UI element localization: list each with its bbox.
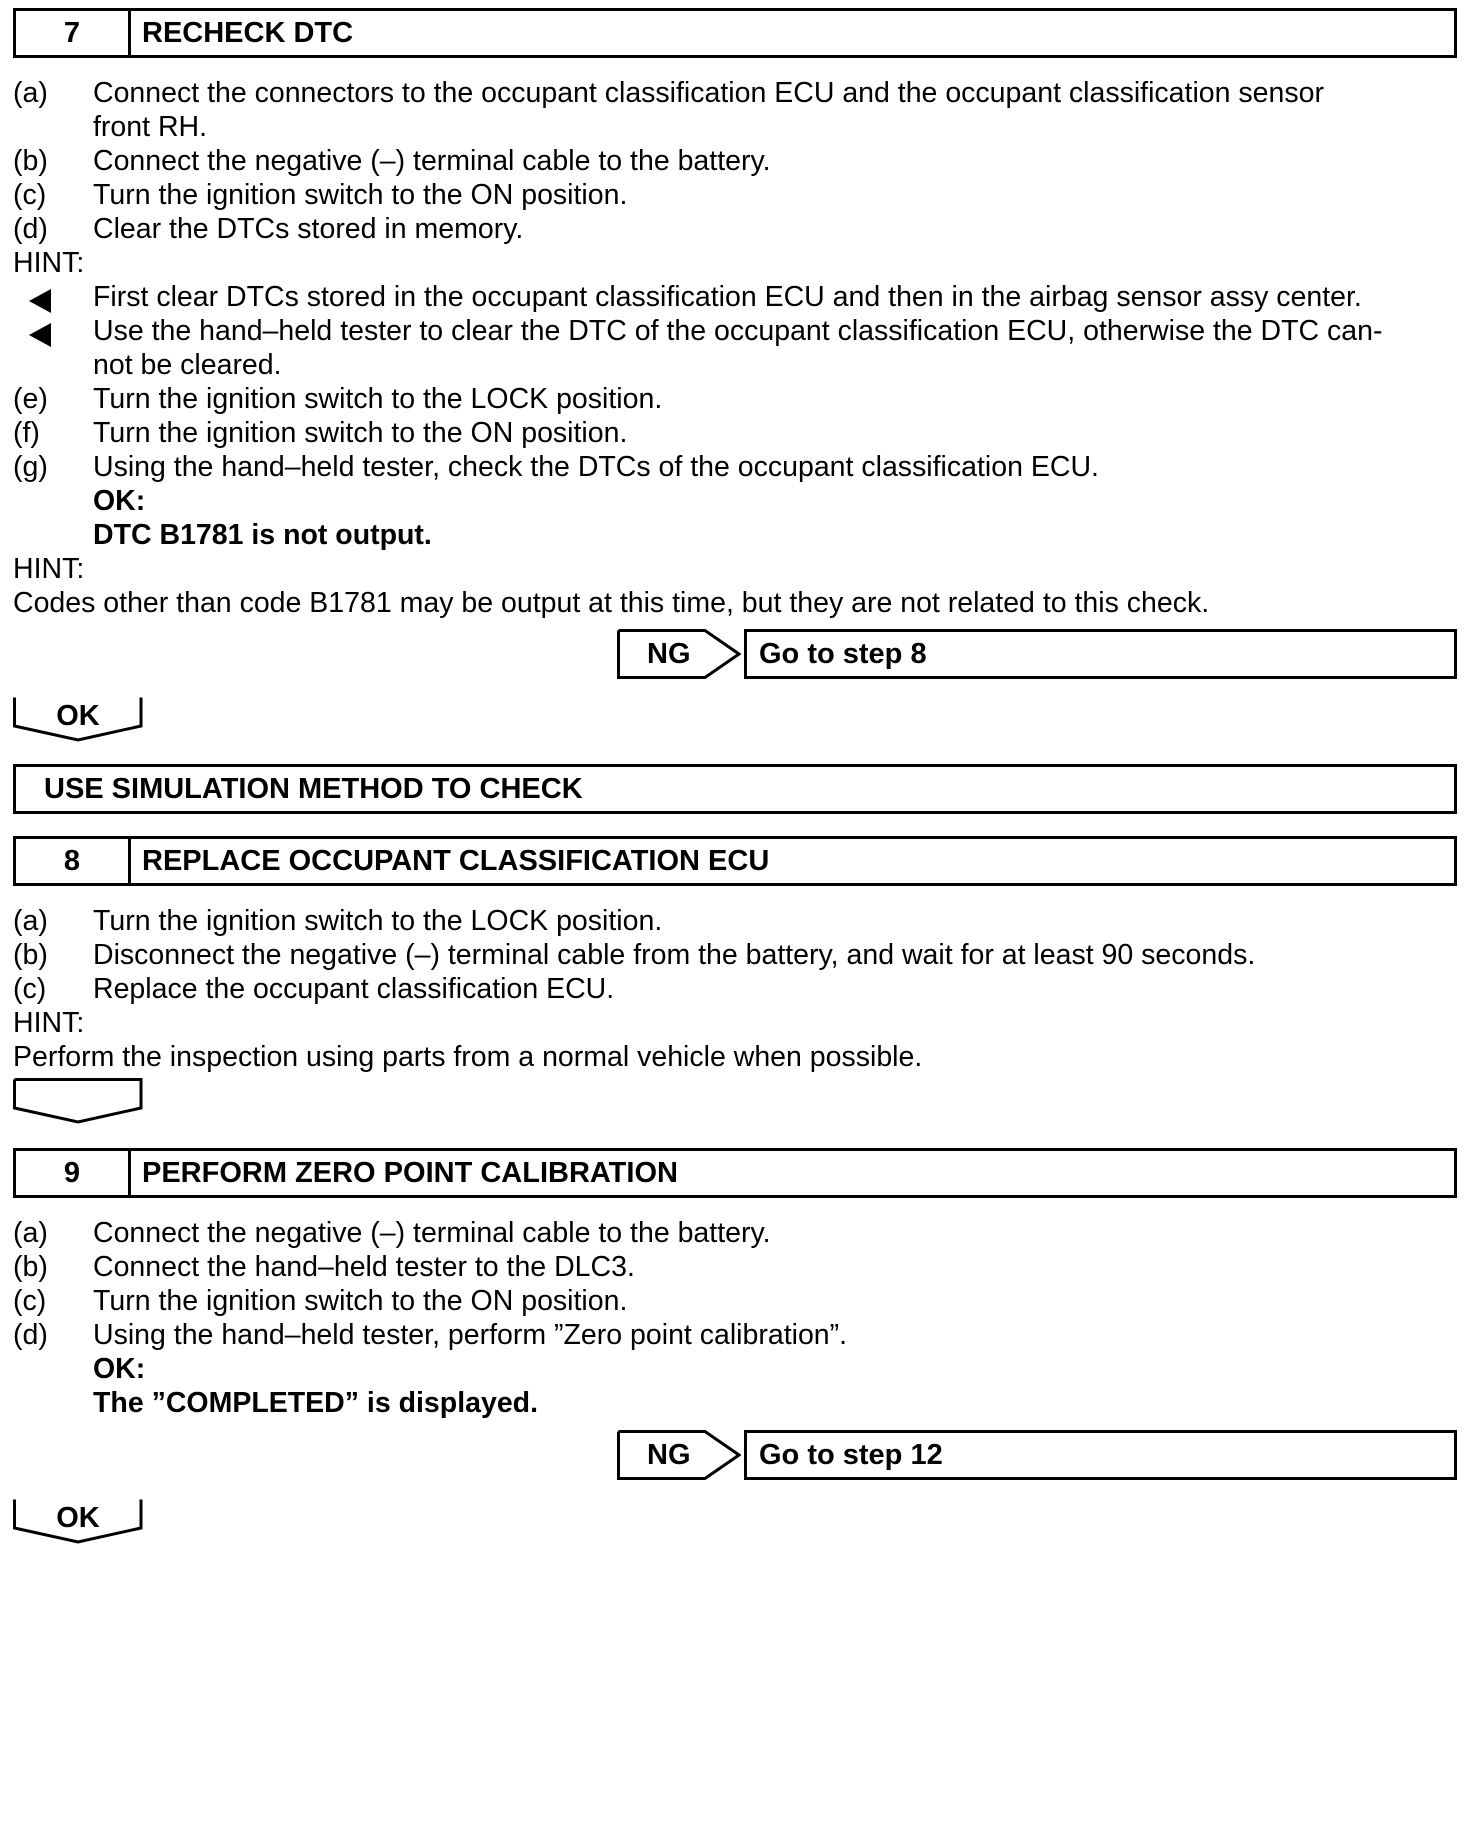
ok-label: OK	[56, 1502, 100, 1534]
goto-step-8-box[interactable]	[744, 629, 1457, 679]
ok-arrow	[13, 1498, 153, 1550]
item-label: (b)	[13, 1251, 48, 1283]
item-label: (f)	[13, 417, 40, 449]
item-text: Using the hand–held tester, perform ”Zero point calibration”.	[93, 1319, 848, 1351]
step-7-header	[13, 8, 1457, 58]
ng-arrow	[617, 1430, 741, 1480]
ok-criteria-label: OK:	[93, 485, 146, 517]
item-label: (g)	[13, 451, 48, 483]
step-title: RECHECK DTC	[142, 17, 354, 49]
goto-step-text: Go to step 8	[759, 638, 927, 670]
ng-label: NG	[647, 1439, 691, 1471]
step-9-header	[13, 1148, 1457, 1198]
ok-arrow	[13, 696, 153, 748]
item-text: Turn the ignition switch to the ON position.	[93, 417, 628, 449]
item-label: (c)	[13, 973, 47, 1005]
item-text: Connect the negative (–) terminal cable to the battery.	[93, 1217, 771, 1249]
ok-criteria-text: The ”COMPLETED” is displayed.	[93, 1387, 538, 1419]
step-number: 9	[16, 1151, 131, 1195]
step-8-header	[13, 836, 1457, 886]
step-title: REPLACE OCCUPANT CLASSIFICATION ECU	[142, 845, 770, 877]
hint-bullet-text-continued: not be cleared.	[93, 349, 282, 381]
item-label: (c)	[13, 1285, 47, 1317]
item-text: Disconnect the negative (–) terminal cable from the battery, and wait for at least 90 seconds.	[93, 939, 1256, 971]
item-text: Replace the occupant classification ECU.	[93, 973, 615, 1005]
item-text: Turn the ignition switch to the ON position.	[93, 179, 628, 211]
hint-label: HINT:	[13, 1007, 85, 1039]
hint-bullet-text: Use the hand–held tester to clear the DTC of the occupant classification ECU, otherwise the DTC can-	[93, 315, 1383, 347]
ok-criteria-text: DTC B1781 is not output.	[93, 519, 432, 551]
hint-text: Codes other than code B1781 may be output at this time, but they are not related to this check.	[13, 587, 1210, 619]
ng-arrow	[617, 629, 741, 679]
hint-text: Perform the inspection using parts from a normal vehicle when possible.	[13, 1041, 923, 1073]
item-text: Turn the ignition switch to the ON position.	[93, 1285, 628, 1317]
hint-label: HINT:	[13, 553, 85, 585]
triangle-bullet-icon	[29, 289, 51, 313]
item-text: Turn the ignition switch to the LOCK position.	[93, 905, 663, 937]
item-text: Clear the DTCs stored in memory.	[93, 213, 524, 245]
item-text: Turn the ignition switch to the LOCK position.	[93, 383, 663, 415]
item-text-continued: front RH.	[93, 111, 208, 143]
step-number: 7	[16, 11, 131, 55]
ok-label: OK	[56, 700, 100, 732]
goto-step-12-box[interactable]	[744, 1430, 1457, 1480]
item-label: (b)	[13, 145, 48, 177]
item-text: Connect the connectors to the occupant classification ECU and the occupant classification sensor	[93, 77, 1324, 109]
item-label: (b)	[13, 939, 48, 971]
item-label: (d)	[13, 1319, 48, 1351]
item-label: (c)	[13, 179, 47, 211]
item-label: (a)	[13, 1217, 48, 1249]
item-label: (e)	[13, 383, 48, 415]
triangle-bullet-icon	[29, 323, 51, 347]
goto-step-text: Go to step 12	[759, 1439, 943, 1471]
step-number: 8	[16, 839, 131, 883]
simulation-method-box	[13, 764, 1457, 814]
hint-bullet-text: First clear DTCs stored in the occupant classification ECU and then in the airbag sensor assy center.	[93, 281, 1362, 313]
item-label: (a)	[13, 77, 48, 109]
ng-label: NG	[647, 638, 691, 670]
ok-criteria-label: OK:	[93, 1353, 146, 1385]
simulation-title: USE SIMULATION METHOD TO CHECK	[44, 773, 583, 805]
step-title: PERFORM ZERO POINT CALIBRATION	[142, 1157, 678, 1189]
item-text: Using the hand–held tester, check the DTCs of the occupant classification ECU.	[93, 451, 1099, 483]
continue-arrow-shape-icon	[13, 1078, 153, 1130]
item-label: (a)	[13, 905, 48, 937]
hint-label: HINT:	[13, 247, 85, 279]
item-text: Connect the hand–held tester to the DLC3.	[93, 1251, 635, 1283]
item-text: Connect the negative (–) terminal cable to the battery.	[93, 145, 771, 177]
continue-arrow	[13, 1078, 153, 1130]
item-label: (d)	[13, 213, 48, 245]
